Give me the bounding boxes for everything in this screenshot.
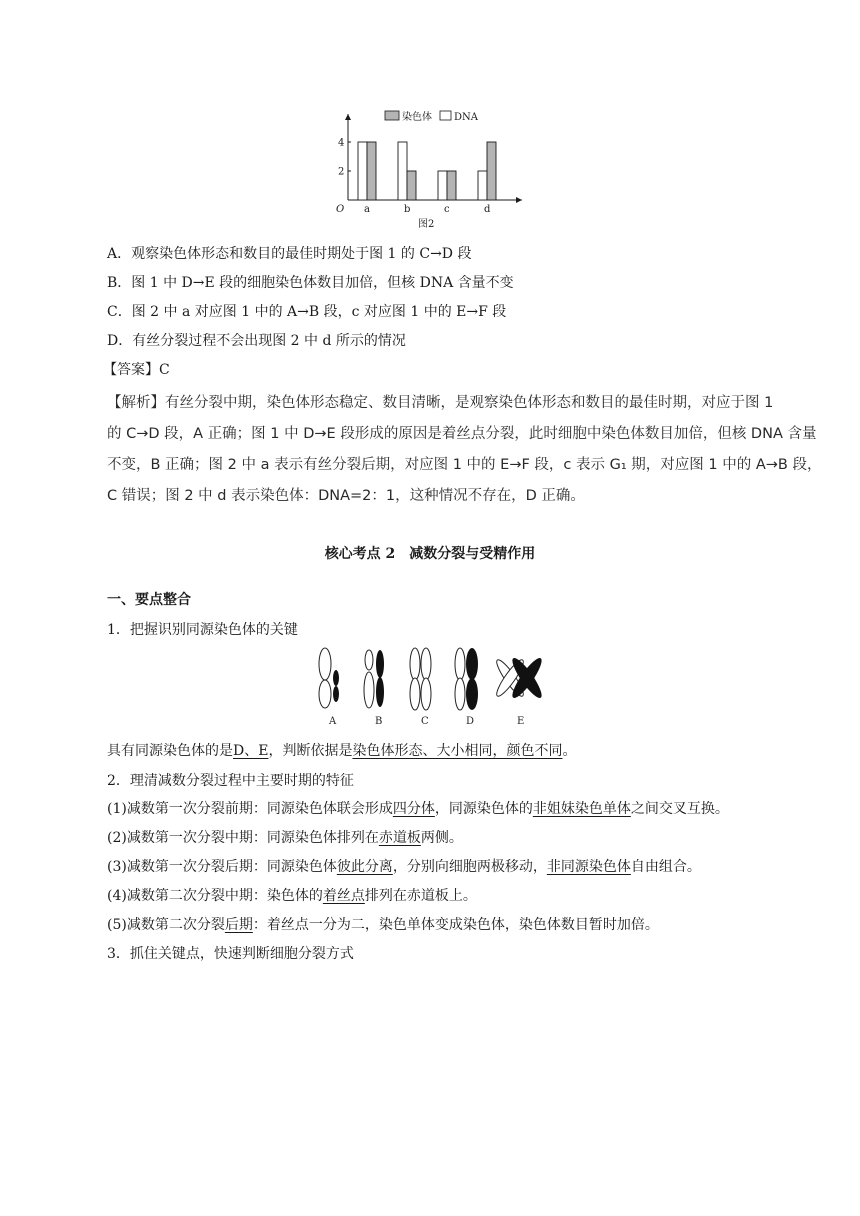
chromosome-c — [410, 648, 431, 710]
bar-chromosome-c — [447, 171, 456, 200]
option-a: A．观察染色体形态和数目的最佳时期处于图 1 的 C→D 段 — [107, 246, 472, 262]
explanation-line-3: 不变，B 正确；图 2 中 a 表示有丝分裂后期，对应图 1 中的 E→F 段，c 表示 G₁ 期，对应图 1 中的 A→B 段， — [107, 457, 822, 473]
m5-answer-1: 后期 — [224, 917, 253, 933]
m5-text-2: ：着丝点一分为二，染色单体变成染色体，染色体数目暂时加倍。 — [252, 917, 659, 933]
legend-swatch-chromosome — [385, 111, 399, 120]
chromosome-label-d: D — [466, 716, 475, 727]
m1-text-1: (1)减数第一次分裂前期：同源染色体联会形成 — [107, 801, 393, 817]
m5-text-1: (5)减数第二次分裂 — [107, 917, 225, 933]
explanation-line-2: 的 C→D 段，A 正确；图 1 中 D→E 段形成的原因是着丝点分裂，此时细胞中染色体数目加倍，但核 DNA 含量 — [107, 426, 817, 442]
chromosome-label-a: A — [329, 716, 337, 727]
legend-label-chromosome: 染色体 — [402, 112, 432, 123]
m1-answer-2: 非姐妹染色单体 — [532, 801, 631, 817]
homologous-text-3: 。 — [562, 743, 577, 759]
x-axis-arrow — [516, 197, 522, 203]
option-d: D．有丝分裂过程不会出现图 2 中 d 所示的情况 — [107, 333, 406, 349]
homologous-sentence — [107, 741, 576, 761]
m3-answer-2: 非同源染色体 — [546, 859, 631, 875]
part1-title: 一、要点整合 — [107, 592, 191, 608]
option-c: C．图 2 中 a 对应图 1 中的 A→B 段，c 对应图 1 中的 E→F 段 — [107, 304, 507, 320]
m4-text-1: (4)减数第二次分裂中期：染色体的 — [107, 888, 323, 904]
x-tick-label-b: b — [404, 204, 411, 215]
homologous-answer-2: 染色体形态、大小相同，颜色不同 — [352, 743, 563, 759]
explanation-line-1: 【解析】有丝分裂中期，染色体形态稳定、数目清晰，是观察染色体形态和数目的最佳时期，对应于图 1 — [107, 395, 774, 411]
legend-swatch-dna — [440, 111, 451, 120]
m4-answer-1: 着丝点 — [322, 888, 365, 904]
chromosome-label-e: E — [517, 716, 525, 727]
meiosis-item-5 — [107, 915, 659, 935]
meiosis-item-2 — [107, 828, 463, 848]
homologous-text-2: ，判断依据是 — [268, 743, 353, 759]
meiosis-item-4 — [107, 886, 477, 906]
meiosis-item-3 — [107, 857, 701, 877]
m2-text-1: (2)减数第一次分裂中期：同源染色体排列在 — [107, 830, 379, 846]
y-tick-label: 2 — [338, 166, 345, 178]
m2-text-2: 两侧。 — [420, 830, 463, 846]
m1-answer-1: 四分体 — [392, 801, 435, 817]
bar-dna-b — [398, 142, 407, 200]
chromosome-figure — [305, 646, 555, 728]
homologous-answer-1: D、E — [233, 743, 269, 759]
y-axis-arrow — [345, 114, 351, 120]
x-tick-label-c: c — [444, 204, 450, 215]
item1: 1．把握识别同源染色体的关键 — [107, 622, 298, 638]
section-title: 核心考点 2 减数分裂与受精作用 — [324, 546, 536, 562]
bar-chromosome-b — [407, 171, 416, 200]
chromosome-b — [364, 650, 384, 708]
chromosome-label-c: C — [421, 716, 429, 727]
bar-dna-c — [438, 171, 447, 200]
m3-text-2: ，分别向细胞两极移动， — [392, 859, 547, 875]
origin-label: O — [336, 204, 345, 215]
explanation — [107, 388, 822, 512]
explanation-line-4: C 错误；图 2 中 d 表示染色体：DNA=2：1，这种情况不存在，D 正确。 — [107, 488, 585, 504]
meiosis-item-1 — [107, 799, 729, 819]
m3-answer-1: 彼此分离 — [336, 859, 393, 875]
legend-label-dna: DNA — [454, 112, 478, 123]
item3: 3．抓住关键点，快速判断细胞分裂方式 — [107, 946, 354, 962]
chromosome-e — [493, 655, 545, 701]
chromosome-a — [319, 648, 339, 708]
x-tick-label-a: a — [364, 204, 370, 215]
y-tick-label: 4 — [338, 137, 345, 149]
figure2-chart — [330, 108, 530, 232]
m2-answer-1: 赤道板 — [378, 830, 421, 846]
m1-text-2: ，同源染色体的 — [434, 801, 533, 817]
homologous-text-1: 具有同源染色体的是 — [107, 743, 233, 759]
answer: 【答案】C — [103, 362, 170, 378]
chromosome-d — [455, 648, 478, 710]
m3-text-3: 自由组合。 — [630, 859, 701, 875]
m1-text-3: 之间交叉互换。 — [630, 801, 729, 817]
bar-chromosome-a — [367, 142, 376, 200]
x-tick-label-d: d — [484, 204, 491, 215]
m4-text-2: 排列在赤道板上。 — [364, 888, 477, 904]
bar-dna-a — [358, 142, 367, 200]
bar-dna-d — [478, 171, 487, 200]
item2: 2．理清减数分裂过程中主要时期的特征 — [107, 773, 354, 789]
figure2-caption: 图2 — [418, 219, 435, 230]
option-b: B．图 1 中 D→E 段的细胞染色体数目加倍，但核 DNA 含量不变 — [107, 275, 514, 291]
chromosome-label-b: B — [375, 716, 383, 727]
bar-chromosome-d — [487, 142, 496, 200]
m3-text-1: (3)减数第一次分裂后期：同源染色体 — [107, 859, 337, 875]
